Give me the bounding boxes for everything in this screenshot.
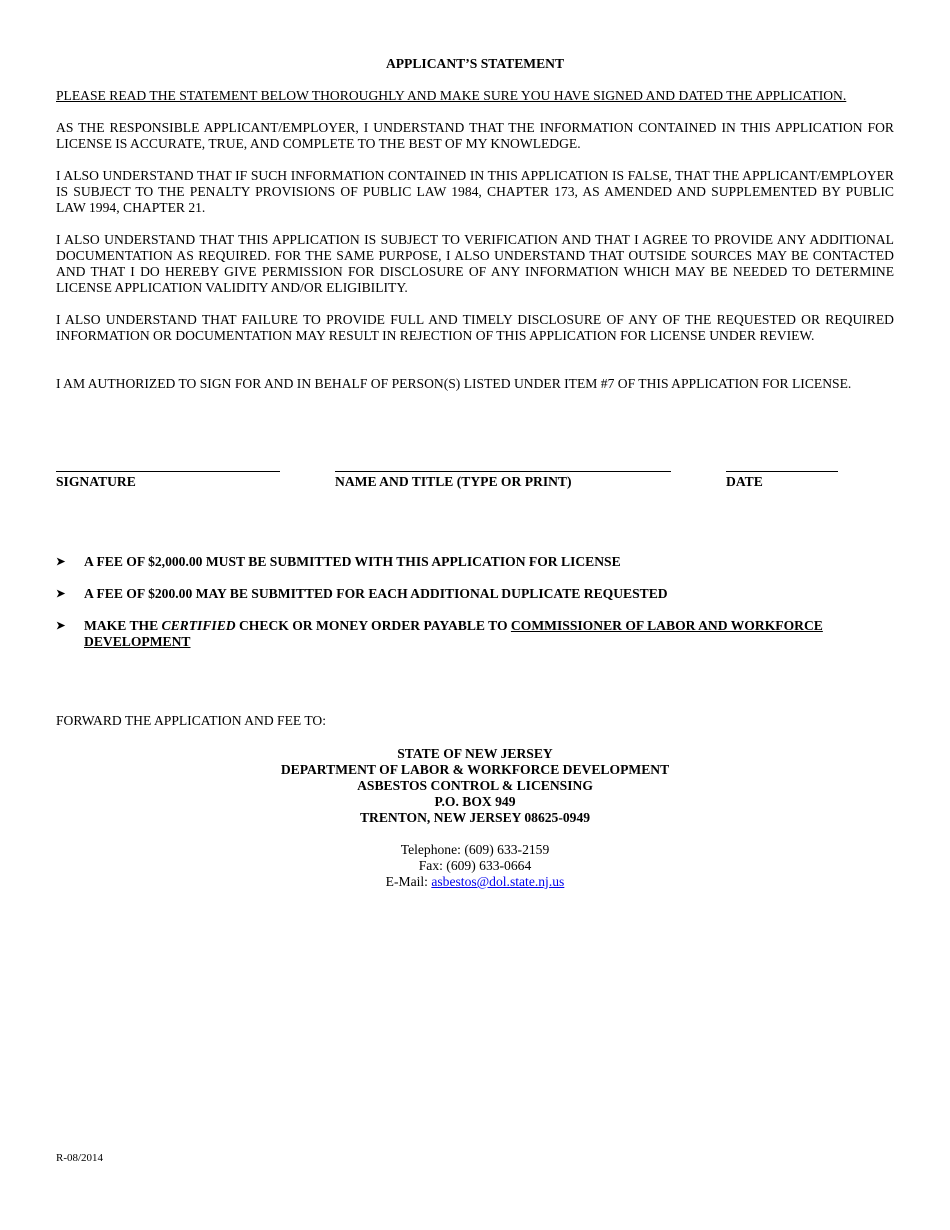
bullet-text [84, 618, 856, 650]
address-line: STATE OF NEW JERSEY [397, 746, 553, 761]
paragraph-authorization: I AM AUTHORIZED TO SIGN FOR AND IN BEHALF OF PERSON(S) LISTED UNDER ITEM #7 OF THIS APPLICATION FOR LICENSE. [56, 376, 852, 391]
payable-payee: COMMISSIONER OF LABOR AND WORKFORCE DEVELOPMENT [84, 618, 823, 649]
bullet-duplicate-fee [56, 586, 856, 602]
mailing-address [56, 746, 894, 826]
name-title-line[interactable] [335, 471, 671, 472]
paragraph-accuracy: AS THE RESPONSIBLE APPLICANT/EMPLOYER, I UNDERSTAND THAT THE INFORMATION CONTAINED IN THIS APPLICATION FOR LICENSE IS ACCURATE, TRUE, AND COMPLETE TO THE BEST OF MY KNOWLEDGE. [56, 120, 894, 151]
contact-info [56, 842, 894, 890]
page-title: APPLICANT’S STATEMENT [385, 56, 565, 71]
arrow-bullet-icon: ➤ [56, 556, 66, 568]
email-row [56, 874, 894, 890]
forward-label: FORWARD THE APPLICATION AND FEE TO: [56, 713, 327, 728]
bullet-text: A FEE OF $2,000.00 MUST BE SUBMITTED WITH THIS APPLICATION FOR LICENSE [84, 554, 621, 569]
signature-label: SIGNATURE [56, 474, 136, 489]
paragraph-verification: I ALSO UNDERSTAND THAT THIS APPLICATION IS SUBJECT TO VERIFICATION AND THAT I AGREE TO PROVIDE ANY ADDITIONAL DOCUMENTATION AS REQUIRED. FOR THE SAME PURPOSE, I ALSO UNDERSTAND THAT OUTSIDE SOURCES MAY BE CONTACTED AND THAT I DO HEREBY GIVE PERMISSION FOR DISCLOSURE OF ANY INFORMATION WHICH MAY BE NEEDED TO DETERMINE LICENSE APPLICATION VALIDITY AND/OR ELIGIBILITY. [56, 232, 894, 295]
date-label: DATE [726, 474, 763, 489]
payable-prefix: MAKE THE [84, 618, 162, 633]
arrow-bullet-icon: ➤ [56, 620, 66, 632]
address-line: P.O. BOX 949 [434, 794, 516, 809]
email-link[interactable]: asbestos@dol.state.nj.us [431, 874, 565, 889]
name-title-label: NAME AND TITLE (TYPE OR PRINT) [335, 474, 572, 489]
arrow-bullet-icon: ➤ [56, 588, 66, 600]
signature-line[interactable] [56, 471, 280, 472]
address-line: TRENTON, NEW JERSEY 08625-0949 [359, 810, 591, 825]
bullet-text: A FEE OF $200.00 MAY BE SUBMITTED FOR EACH ADDITIONAL DUPLICATE REQUESTED [84, 586, 668, 601]
form-revision: R-08/2014 [56, 1152, 104, 1164]
address-line: ASBESTOS CONTROL & LICENSING [357, 778, 593, 793]
bullet-payable [56, 618, 856, 650]
paragraph-disclosure: I ALSO UNDERSTAND THAT FAILURE TO PROVIDE FULL AND TIMELY DISCLOSURE OF ANY OF THE REQUESTED OR REQUIRED INFORMATION OR DOCUMENTATION MAY RESULT IN REJECTION OF THIS APPLICATION FOR LICENSE UNDER REVIEW. [56, 312, 894, 343]
date-line[interactable] [726, 471, 838, 472]
payable-certified: CERTIFIED [161, 618, 236, 633]
paragraph-penalty: I ALSO UNDERSTAND THAT IF SUCH INFORMATION CONTAINED IN THIS APPLICATION IS FALSE, THAT THE APPLICANT/EMPLOYER IS SUBJECT TO THE PENALTY PROVISIONS OF PUBLIC LAW 1984, CHAPTER 173, AS AMENDED AND SUPPLEMENTED BY PUBLIC LAW 1994, CHAPTER 21. [56, 168, 894, 215]
email-label: E-Mail: [385, 874, 432, 889]
payable-middle: CHECK OR MONEY ORDER PAYABLE TO [235, 618, 511, 633]
fax: Fax: (609) 633-0664 [418, 858, 532, 873]
instruction: PLEASE READ THE STATEMENT BELOW THOROUGHLY AND MAKE SURE YOU HAVE SIGNED AND DATED THE APPLICATION. [56, 88, 847, 103]
telephone: Telephone: (609) 633-2159 [400, 842, 550, 857]
address-line: DEPARTMENT OF LABOR & WORKFORCE DEVELOPMENT [280, 762, 670, 777]
bullet-license-fee [56, 554, 856, 570]
